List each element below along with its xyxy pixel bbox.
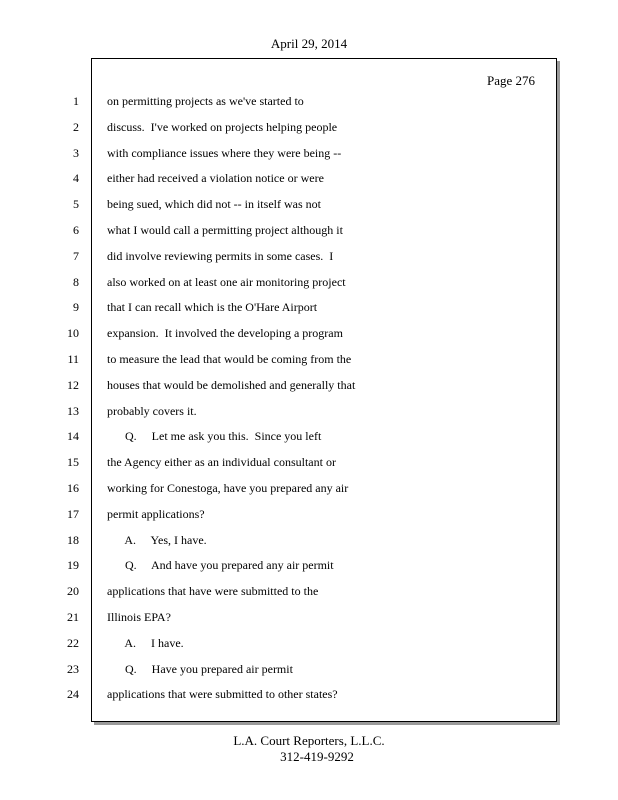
transcript-line: A. Yes, I have. [107,532,207,547]
transcript-text [107,89,547,708]
footer-firm-name: L.A. Court Reporters, L.L.C. [233,733,385,748]
page-number: Page 276 [486,73,535,88]
footer-phone: 312-419-9292 [280,749,354,764]
transcript-line: Illinois EPA? [107,609,171,624]
line-number: 22 [67,635,79,650]
header-date: April 29, 2014 [270,36,348,51]
transcript-line: expansion. It involved the developing a program [107,326,343,341]
transcript-line: Q. And have you prepared any air permit [107,558,334,573]
transcript-line: that I can recall which is the O'Hare Airport [107,300,318,315]
line-number: 15 [67,455,79,470]
transcript-line: on permitting projects as we've started to [107,94,304,108]
line-number: 24 [67,687,79,702]
transcript-line: applications that have were submitted to the [107,584,319,599]
transcript-line: A. I have. [107,635,184,650]
line-number: 9 [73,300,79,315]
transcript-line: permit applications? [107,506,205,521]
transcript-line: Q. Have you prepared air permit [107,661,293,676]
transcript-line: to measure the lead that would be coming from the [107,351,352,366]
line-number: 3 [73,145,79,160]
transcript-line: applications that were submitted to other states? [107,687,338,702]
line-number: 16 [67,480,79,495]
line-number: 7 [73,248,79,263]
transcript-line: also worked on at least one air monitoring project [107,274,346,289]
transcript-line: probably covers it. [107,403,197,418]
transcript-line: working for Conestoga, have you prepared any air [107,480,349,495]
line-number: 20 [67,584,79,599]
line-number: 21 [67,609,79,624]
transcript-line: discuss. I've worked on projects helping people [107,119,338,134]
transcript-line: did involve reviewing permits in some cases. I [107,248,334,263]
transcript-line: Q. Let me ask you this. Since you left [107,429,322,444]
line-number: 11 [67,351,79,366]
transcript-line: the Agency either as an individual consultant or [107,455,336,470]
line-number: 13 [67,403,79,418]
transcript-line: what I would call a permitting project although it [107,222,343,237]
transcript-line: houses that would be demolished and generally that [107,377,356,392]
transcript-line: either had received a violation notice or were [107,171,324,186]
line-number: 18 [67,532,79,547]
transcript-line: being sued, which did not -- in itself was not [107,197,321,212]
line-number: 6 [73,222,79,237]
line-number: 10 [67,326,79,341]
line-number: 19 [67,558,79,573]
line-number: 1 [73,94,79,108]
line-number-column [0,89,82,708]
line-number: 14 [67,429,79,444]
line-number: 8 [73,274,79,289]
line-number: 2 [73,119,79,134]
line-number: 12 [67,377,79,392]
line-number: 17 [67,506,79,521]
transcript-line: with compliance issues where they were being -- [107,145,342,160]
line-number: 23 [67,661,79,676]
line-number: 4 [73,171,79,186]
line-number: 5 [73,197,79,212]
